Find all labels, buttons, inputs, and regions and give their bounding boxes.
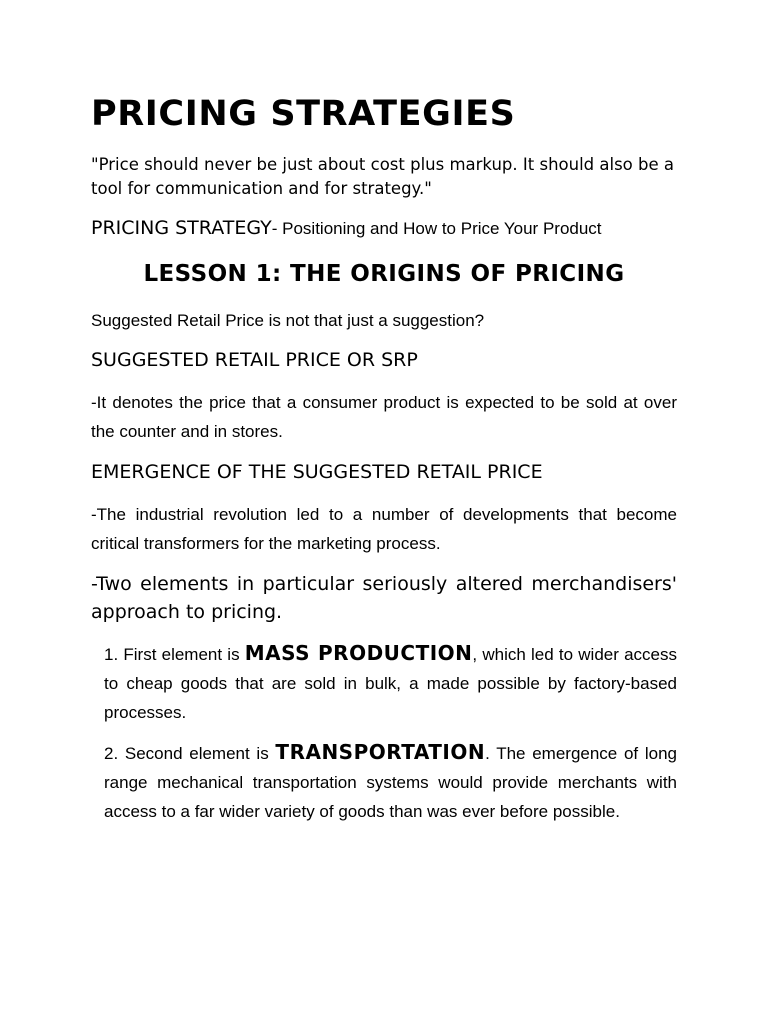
list-item-lead: 2. Second element is [104, 744, 276, 763]
opening-quote: "Price should never be just about cost plus markup. It should also be a tool for communication and for strategy." [91, 155, 674, 198]
industrial-revolution-text: -The industrial revolution led to a number of developments that become critical transformers for the marketing process. [91, 505, 677, 553]
two-elements-text: -Two elements in particular seriously altered merchandisers' approach to pricing. [91, 573, 677, 623]
list-item-rest: , which led to wider access to cheap goods that are sold in bulk, a made possible by factory-based processes. [104, 645, 677, 722]
list-item-term: MASS PRODUCTION [244, 641, 473, 665]
list-item-lead: 1. First element is [104, 645, 245, 664]
list-item-term: TRANSPORTATION [275, 740, 486, 764]
list-item-rest: . The emergence of long range mechanical transportation systems would provide merchants with access to a far wider variety of goods than was ever before possible. [104, 744, 677, 821]
srp-heading: SUGGESTED RETAIL PRICE OR SRP [91, 349, 418, 371]
list-item [104, 738, 677, 826]
emergence-heading: EMERGENCE OF THE SUGGESTED RETAIL PRICE [91, 461, 543, 483]
document-title: PRICING STRATEGIES [91, 94, 516, 134]
list-item [104, 639, 677, 727]
question-text: Suggested Retail Price is not that just a suggestion? [91, 311, 485, 330]
strategy-line [91, 217, 677, 239]
strategy-subheading: - Positioning and How to Price Your Product [271, 219, 602, 238]
strategy-heading: PRICING STRATEGY [91, 217, 272, 239]
lesson-title: LESSON 1: THE ORIGINS OF PRICING [143, 261, 625, 287]
srp-definition: -It denotes the price that a consumer product is expected to be sold at over the counter and in stores. [91, 393, 677, 441]
